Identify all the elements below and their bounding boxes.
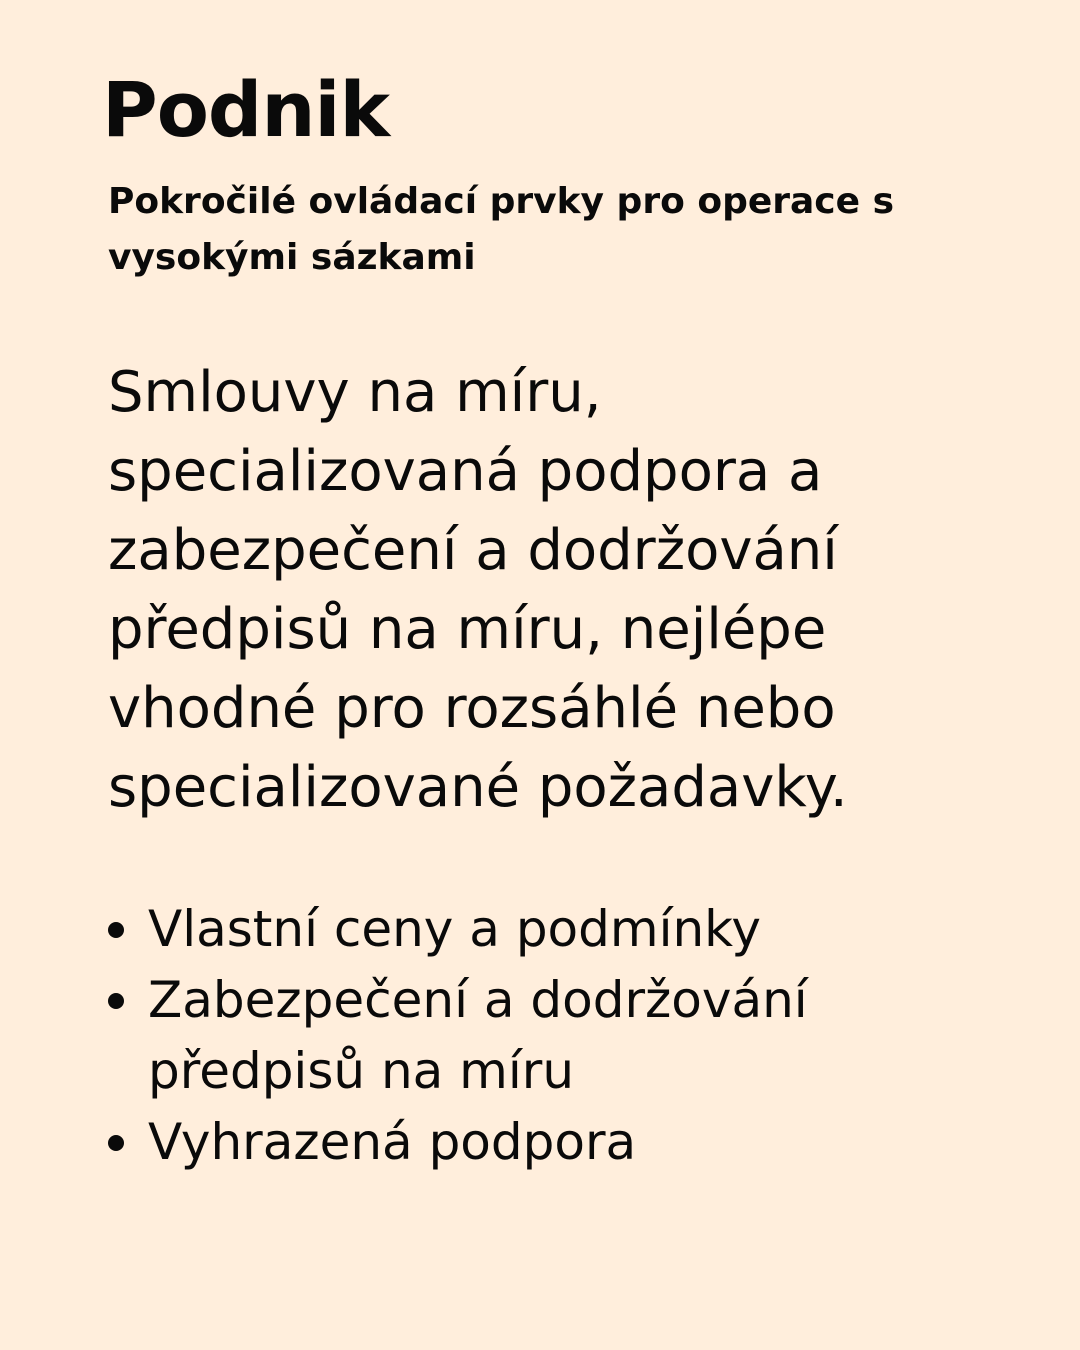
feature-label: Vlastní ceny a podmínky [148,900,761,958]
feature-item [102,965,868,1107]
plan-subtitle: Pokročilé ovládací prvky pro operace s vysokými sázkami [108,181,895,278]
feature-label: Vyhrazená podpora [148,1113,637,1171]
feature-item [102,894,868,965]
bullet-dot-icon [108,993,124,1009]
plan-description: Smlouvy na míru, specializovaná podpora a zabezpečení a dodržování předpisů na míru, nejlépe vhodné pro rozsáhlé nebo specializované požadavky. [108,360,848,820]
feature-label: Zabezpečení a dodržování předpisů na míru [148,971,808,1100]
feature-list [102,894,1002,1178]
feature-item [102,1107,868,1178]
bullet-dot-icon [108,1135,124,1151]
bullet-dot-icon [108,922,124,938]
plan-title: Podnik [102,65,390,154]
